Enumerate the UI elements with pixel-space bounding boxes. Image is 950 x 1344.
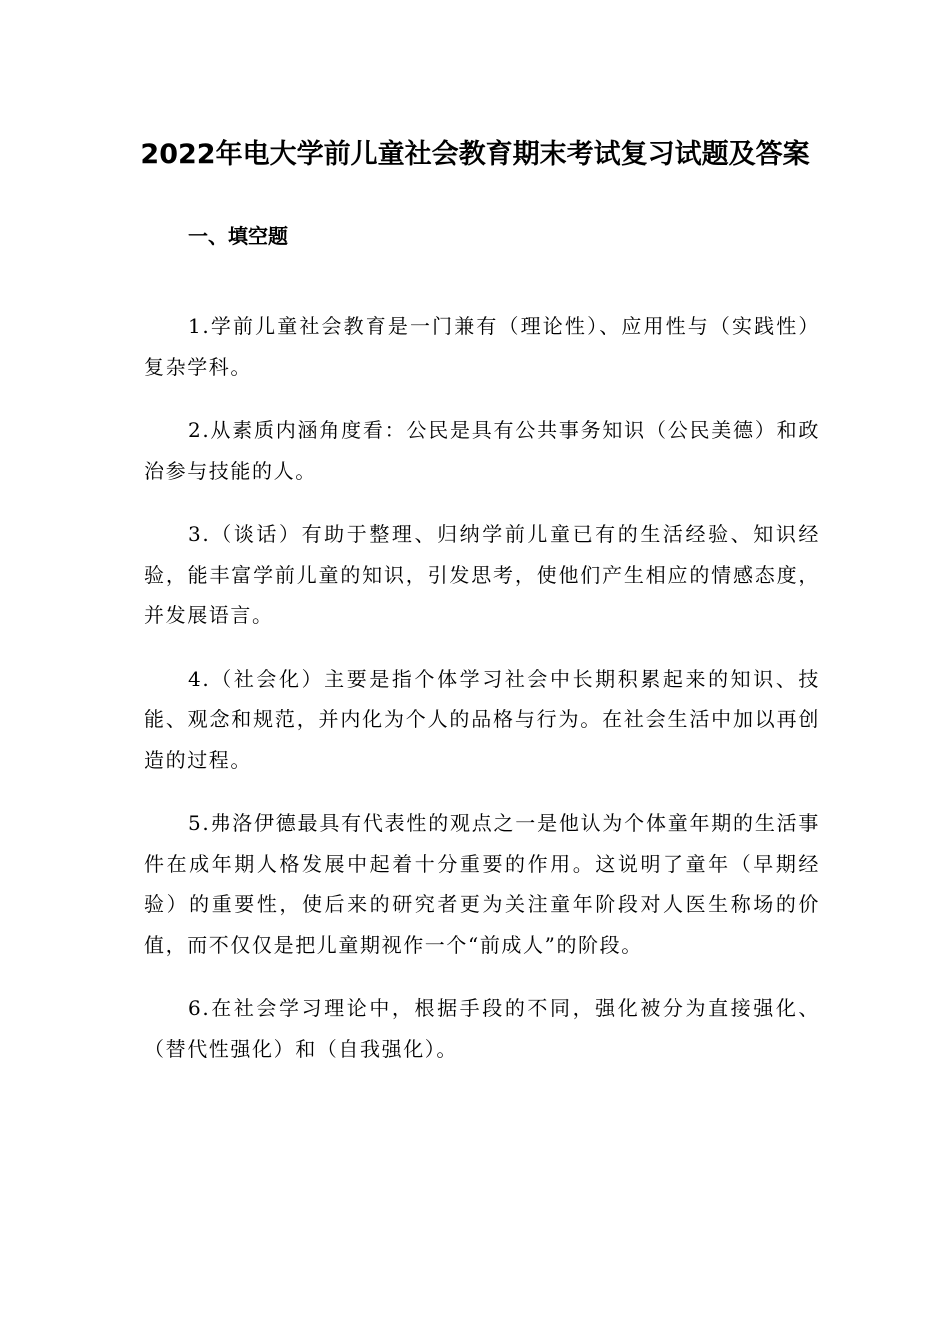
question-item: 1.学前儿童社会教育是一门兼有（理论性）、应用性与（实践性）复杂学科。 xyxy=(144,314,820,379)
question-item: 2.从素质内涵角度看：公民是具有公共事务知识（公民美德）和政治参与技能的人。 xyxy=(144,418,820,483)
question-item: 6.在社会学习理论中，根据手段的不同，强化被分为直接强化、（替代性强化）和（自我强化）。 xyxy=(144,996,820,1061)
question-item: 5.弗洛伊德最具有代表性的观点之一是他认为个体童年期的生活事件在成年期人格发展中起着十分重要的作用。这说明了童年（早期经验）的重要性，使后来的研究者更为关注童年阶段对人医生称场的价值，而不仅仅是把儿童期视作一个“前成人”的阶段。 xyxy=(144,811,820,957)
question-item: 3.（谈话）有助于整理、归纳学前儿童已有的生活经验、知识经验，能丰富学前儿童的知识，引发思考，使他们产生相应的情感态度，并发展语言。 xyxy=(144,522,820,627)
question-list xyxy=(144,306,820,1092)
document-title: 2022年电大学前儿童社会教育期末考试复习试题及答案 xyxy=(140,139,810,170)
question-item: 4.（社会化）主要是指个体学习社会中长期积累起来的知识、技能、观念和规范，并内化为个人的品格与行为。在社会生活中加以再创造的过程。 xyxy=(144,666,820,772)
section-heading: 一、填空题 xyxy=(188,224,288,248)
